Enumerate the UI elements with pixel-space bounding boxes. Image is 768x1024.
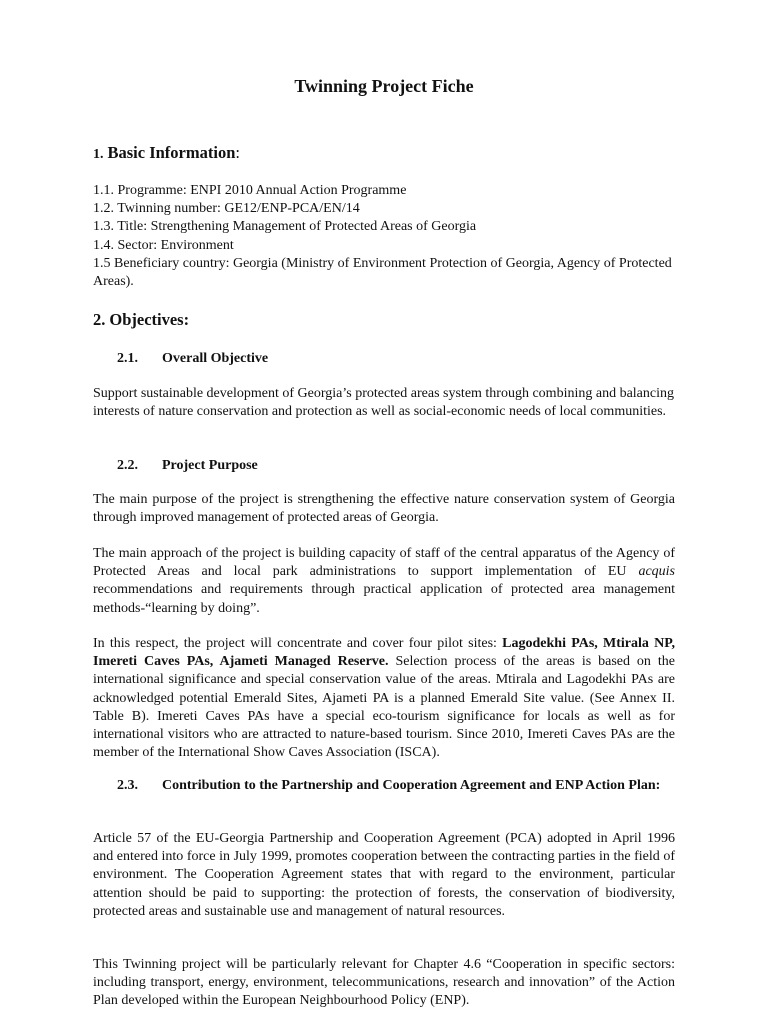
info-sector: 1.4. Sector: Environment xyxy=(93,237,234,253)
p3-text-before: In this respect, the project will concentrate and cover four pilot sites: xyxy=(93,636,503,651)
p3-pilot-sites-bold: Lagodekhi PAs, Mtirala NP, Imereti Caves PAs, Ajameti Managed Reserve. xyxy=(93,636,675,670)
overall-objective-text: Support sustainable development of Georgia’s protected areas system through combining and balancing interests of nature conservation and protection as well as social-economic needs of local communities. xyxy=(93,386,674,420)
section-1-number: 1. xyxy=(93,147,104,162)
subsection-2-1-number: 2.1. xyxy=(117,351,138,366)
info-programme: 1.1. Programme: ENPI 2010 Annual Action Programme xyxy=(93,183,407,198)
info-twinning-number: 1.2. Twinning number: GE12/ENP-PCA/EN/14 xyxy=(93,201,360,217)
section-1-colon: : xyxy=(235,143,240,162)
section-2-number: 2. xyxy=(93,310,106,329)
section-1-title: Basic Information xyxy=(107,143,236,162)
info-beneficiary-country: 1.5 Beneficiary country: Georgia (Ministry of Environment Protection of Georgia, Agency of Protected Areas). xyxy=(93,255,672,290)
subsection-2-3-number: 2.3. xyxy=(117,778,138,793)
subsection-2-1-heading xyxy=(117,350,268,368)
section-2-title: Objectives: xyxy=(109,310,190,329)
basic-information-list xyxy=(93,182,675,291)
section-1-heading xyxy=(93,142,240,166)
p2-acquis-italic: acquis xyxy=(638,564,675,580)
subsection-2-2-title: Project Purpose xyxy=(162,458,258,473)
subsection-2-2-heading xyxy=(117,457,258,475)
twinning-relevance-paragraph: This Twinning project will be particularly relevant for Chapter 4.6 “Cooperation in specific sectors: including transport, energy, environment, telecommunications, research and innovation” of the Action Plan developed within the European Neighbourhood Policy (ENP). xyxy=(93,957,675,1009)
p2-text-after: recommendations and requirements through practical application of protected area management methods-“learning by doing”. xyxy=(93,582,675,616)
section-2-heading xyxy=(93,309,189,332)
p2-text-before: The main approach of the project is building capacity of staff of the central apparatus of the Agency of Protected Areas and local park administrations to support implementation of EU xyxy=(93,546,675,580)
info-title: 1.3. Title: Strengthening Management of Protected Areas of Georgia xyxy=(93,219,477,235)
subsection-2-3-title: Contribution to the Partnership and Cooperation Agreement and ENP Action Plan: xyxy=(162,778,661,793)
subsection-2-3-heading xyxy=(117,777,677,795)
subsection-2-1-title: Overall Objective xyxy=(162,351,269,366)
project-purpose-paragraph-3 xyxy=(93,635,675,762)
p3-text-after: Selection process of the areas is based on the international significance and special conservation value of the areas. Mtirala and Lagodekhi PAs are acknowledged potential Emerald Sites, Ajameti PA is a planned Emerald Site value. (See Annex II. Table B). Imereti Caves PAs have a special eco-tourism significance for locals as well as for international visitors who are attracted to nature-based tourism. Since 2010, Imereti Caves PAs are the member of the International Show Caves Association (ISCA). xyxy=(93,654,675,761)
document-title: Twinning Project Fiche xyxy=(294,76,474,96)
pca-paragraph: Article 57 of the EU-Georgia Partnership and Cooperation Agreement (PCA) adopted in April 1996 and entered into force in July 1999, promotes cooperation between the contracting parties in the field of environment. The Cooperation Agreement states that with regard to the environment, particular attention should be paid to supporting: the protection of forests, the conservation of biodiversity, protected areas and sustainable use and management of natural resources. xyxy=(93,831,675,919)
project-purpose-paragraph-2 xyxy=(93,545,675,618)
project-purpose-paragraph-1: The main purpose of the project is strengthening the effective nature conservation system of Georgia through improved management of protected areas of Georgia. xyxy=(93,492,675,526)
subsection-2-2-number: 2.2. xyxy=(117,458,138,473)
